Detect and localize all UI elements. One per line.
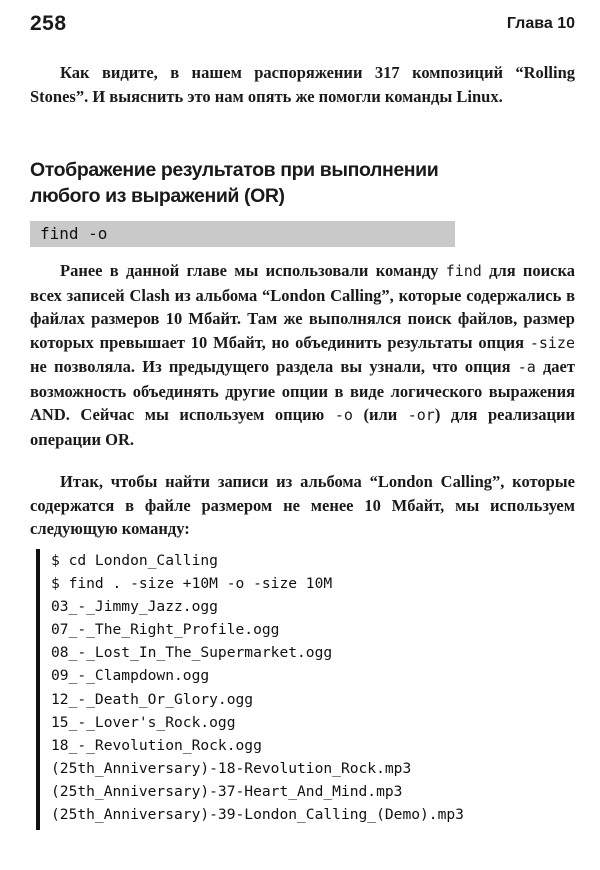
body-text-3: не позволяла. Из предыдущего раздела вы узнали, что опция [30,357,518,376]
code-line: 18_-_Revolution_Rock.ogg [51,736,262,754]
code-line: 08_-_Lost_In_The_Supermarket.ogg [51,644,333,662]
code-line: $ cd London_Calling [51,552,218,569]
running-header [30,12,575,36]
section-heading-line-1: Отображение результатов при выполнении [30,159,439,181]
body-text-6: ) для реализации операции OR. [30,405,576,449]
code-listing [36,549,581,830]
inline-code-a: -a [517,358,536,376]
intro-paragraph: Как видите, в нашем распоряжении 317 композиций “Rolling Stones”. И выяснить это нам опять же помогли команды Linux. [30,63,575,106]
body-text-1: Ранее в данной главе мы использовали команду [60,261,446,280]
inline-code-o: -o [334,406,353,424]
section-heading-line-2: любого из выражений (OR) [30,185,285,207]
code-line: 03_-_Jimmy_Jazz.ogg [51,598,218,616]
code-line: (25th_Anniversary)-39-London_Calling_(Demo).mp3 [51,806,464,824]
page-number: 258 [30,12,67,35]
body-text-4: дает возможность объединять другие опции в виде логического выражения AND. Сейчас мы используем опцию [30,357,575,424]
code-line: 07_-_The_Right_Profile.ogg [51,621,280,639]
code-line: 15_-_Lover's_Rock.ogg [51,713,236,731]
code-line: 09_-_Clampdown.ogg [51,667,210,685]
code-line: (25th_Anniversary)-37-Heart_And_Mind.mp3 [51,782,403,800]
code-line: 12_-_Death_Or_Glory.ogg [51,690,254,708]
inline-code-or: -or [407,406,435,424]
chapter-label: Глава 10 [506,15,575,32]
section-heading [30,157,575,209]
body-text-5: (или [352,405,408,424]
syntax-box: find -o [30,221,455,247]
inline-code-find: find [445,262,482,280]
body-paragraph [30,259,575,451]
code-line: (25th_Anniversary)-18-Revolution_Rock.mp3 [51,759,412,777]
code-line: $ find . -size +10M -o -size 10M [51,575,333,593]
inline-code-size: -size [529,333,575,352]
body-text-2: для поиска всех записей Clash из альбома “London Calling”, которые содержались в файлах размеров 10 Мбайт. Там же выполнялся поиск файлов, размер которых превышает 10 Мбайт, но объединить результаты опция [30,261,576,352]
lead-paragraph: Итак, чтобы найти записи из альбома “London Calling”, которые содержатся в файле размером не менее 10 Мбайт, мы используем следующую команду: [30,472,575,538]
